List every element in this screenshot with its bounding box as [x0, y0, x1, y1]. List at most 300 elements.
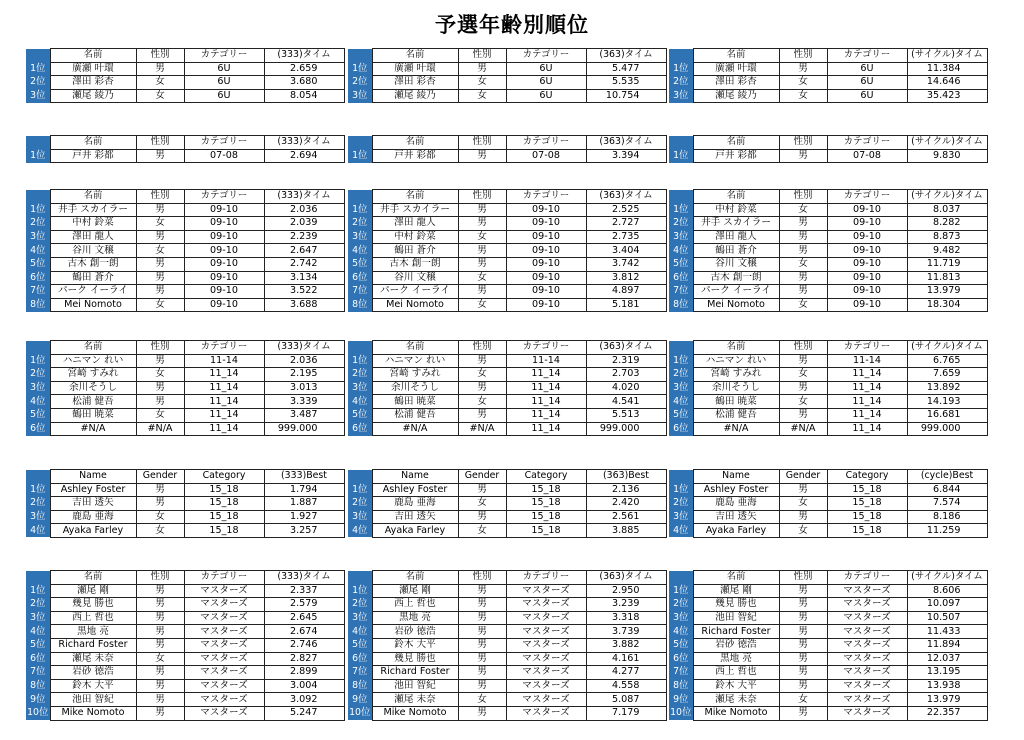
rank-cell: 2位	[26, 598, 50, 612]
column-header: Category	[827, 470, 907, 484]
column-header: カテゴリー	[827, 49, 907, 63]
rank-cell: 6位	[26, 422, 50, 436]
table-row	[669, 368, 987, 382]
gender-cell: 男	[458, 62, 506, 76]
time-cell: 3.739	[586, 625, 666, 639]
column-header: Gender	[458, 470, 506, 484]
rank-header-cell	[669, 190, 693, 204]
category-cell: 6U	[827, 76, 907, 90]
ranking-table-grid	[669, 469, 988, 538]
column-header: Name	[50, 470, 136, 484]
name-cell: 廣瀬 叶環	[693, 62, 779, 76]
rank-header-cell	[348, 49, 372, 63]
name-cell: 瀬尾 未奈	[693, 693, 779, 707]
rank-cell: 2位	[348, 368, 372, 382]
name-cell: 鈴木 大平	[50, 679, 136, 693]
rank-cell: 6位	[26, 652, 50, 666]
rank-cell: 9位	[669, 693, 693, 707]
gender-cell: 女	[458, 230, 506, 244]
table-row	[26, 285, 344, 299]
column-header: Category	[184, 470, 264, 484]
rank-header-cell	[669, 136, 693, 150]
rank-cell: 7位	[669, 285, 693, 299]
category-cell: 6U	[827, 62, 907, 76]
category-cell: 15_18	[506, 510, 586, 524]
ranking-table	[26, 48, 345, 103]
time-cell: 3.680	[264, 76, 344, 90]
category-cell: 11_14	[827, 422, 907, 436]
rank-cell: 1位	[669, 354, 693, 368]
table-header-row	[26, 49, 344, 63]
column-header: (363)タイム	[586, 49, 666, 63]
gender-cell: 男	[779, 584, 827, 598]
category-cell: 11_14	[184, 422, 264, 436]
category-cell: 09-10	[184, 230, 264, 244]
rank-header-cell	[669, 571, 693, 585]
table-row	[348, 149, 666, 163]
table-row	[348, 693, 666, 707]
category-cell: マスターズ	[184, 638, 264, 652]
ranking-table-grid	[348, 570, 667, 721]
time-cell: 4.020	[586, 381, 666, 395]
rank-cell: 4位	[348, 524, 372, 538]
time-cell: 3.522	[264, 285, 344, 299]
rank-cell: 7位	[348, 666, 372, 680]
name-cell: 岩砂 徳浩	[372, 625, 458, 639]
gender-cell: 男	[458, 381, 506, 395]
category-cell: 15_18	[184, 524, 264, 538]
table-row	[669, 76, 987, 90]
table-row	[26, 584, 344, 598]
rank-cell: 1位	[669, 584, 693, 598]
time-cell: 10.097	[907, 598, 987, 612]
gender-cell: 女	[136, 244, 184, 258]
column-header: 性別	[779, 571, 827, 585]
rank-cell: 4位	[669, 524, 693, 538]
column-header: 名前	[50, 49, 136, 63]
name-cell: Richard Foster	[50, 638, 136, 652]
rank-cell: 1位	[669, 203, 693, 217]
rank-cell: 2位	[26, 368, 50, 382]
rank-cell: 3位	[669, 230, 693, 244]
gender-cell: 男	[136, 354, 184, 368]
rank-cell: 3位	[348, 510, 372, 524]
time-cell: 13.979	[907, 285, 987, 299]
time-cell: 2.950	[586, 584, 666, 598]
rank-cell: 3位	[669, 381, 693, 395]
table-row	[669, 524, 987, 538]
time-cell: 11.384	[907, 62, 987, 76]
rank-cell: 5位	[348, 408, 372, 422]
table-header-row	[348, 470, 666, 484]
ranking-table	[669, 570, 988, 721]
name-cell: 谷川 文穣	[50, 244, 136, 258]
time-cell: 2.647	[264, 244, 344, 258]
time-cell: 14.193	[907, 395, 987, 409]
ranking-table	[669, 189, 988, 312]
name-cell: 古木 創一朗	[50, 257, 136, 271]
rank-header-cell	[669, 470, 693, 484]
column-header: (333)タイム	[264, 190, 344, 204]
gender-cell: 女	[779, 257, 827, 271]
gender-cell: 男	[136, 679, 184, 693]
time-cell: 3.882	[586, 638, 666, 652]
time-cell: 4.277	[586, 666, 666, 680]
table-row	[348, 422, 666, 436]
name-cell: 鶴田 蒼介	[50, 271, 136, 285]
time-cell: 999.000	[586, 422, 666, 436]
name-cell: 瀬尾 綾乃	[372, 89, 458, 103]
rank-cell: 4位	[26, 244, 50, 258]
name-cell: 岩砂 徳浩	[50, 666, 136, 680]
name-cell: 戸井 彩都	[693, 149, 779, 163]
time-cell: 3.742	[586, 257, 666, 271]
time-cell: 11.894	[907, 638, 987, 652]
time-cell: 14.646	[907, 76, 987, 90]
category-cell: 11_14	[827, 395, 907, 409]
rank-cell: 3位	[348, 89, 372, 103]
column-header: (サイクル)タイム	[907, 190, 987, 204]
table-row	[26, 611, 344, 625]
ranking-table-grid	[26, 135, 345, 163]
name-cell: 瀬尾 綾乃	[693, 89, 779, 103]
gender-cell: 女	[779, 203, 827, 217]
name-cell: 瀬尾 剛	[50, 584, 136, 598]
ranking-table-grid	[669, 135, 988, 163]
table-row	[348, 510, 666, 524]
name-cell: 瀬尾 剛	[372, 584, 458, 598]
rank-cell: 2位	[26, 497, 50, 511]
ranking-table-grid	[669, 48, 988, 103]
time-cell: 13.979	[907, 693, 987, 707]
rank-cell: 2位	[26, 76, 50, 90]
name-cell: 余川そうし	[50, 381, 136, 395]
time-cell: 16.681	[907, 408, 987, 422]
time-cell: 12.037	[907, 652, 987, 666]
rank-cell: 1位	[348, 203, 372, 217]
time-cell: 3.092	[264, 693, 344, 707]
category-cell: マスターズ	[827, 652, 907, 666]
gender-cell: 女	[458, 395, 506, 409]
table-row	[348, 625, 666, 639]
table-row	[26, 510, 344, 524]
name-cell: 井手 スカイラー	[50, 203, 136, 217]
rank-cell: 10位	[670, 707, 692, 719]
table-row	[669, 625, 987, 639]
column-header: 名前	[372, 49, 458, 63]
table-row	[669, 149, 987, 163]
time-cell: 8.186	[907, 510, 987, 524]
time-cell: 6.765	[907, 354, 987, 368]
table-row	[669, 598, 987, 612]
category-cell: 6U	[184, 89, 264, 103]
column-header: カテゴリー	[827, 190, 907, 204]
gender-cell: 女	[779, 368, 827, 382]
ranking-table	[26, 135, 345, 163]
gender-cell: 男	[136, 584, 184, 598]
rank-header-cell	[26, 190, 50, 204]
column-header: 性別	[458, 190, 506, 204]
column-header: (363)タイム	[586, 341, 666, 355]
name-cell: 瀬尾 剛	[693, 584, 779, 598]
time-cell: 2.703	[586, 368, 666, 382]
column-header: (サイクル)タイム	[907, 49, 987, 63]
ranking-table-grid	[669, 570, 988, 721]
rank-header-cell	[26, 341, 50, 355]
table-row	[348, 354, 666, 368]
table-row	[669, 244, 987, 258]
time-cell: 4.897	[586, 285, 666, 299]
table-row	[26, 149, 344, 163]
time-cell: 5.087	[586, 693, 666, 707]
column-header: 名前	[50, 341, 136, 355]
table-row	[26, 354, 344, 368]
category-cell: 6U	[184, 76, 264, 90]
column-header: カテゴリー	[506, 341, 586, 355]
table-row	[348, 408, 666, 422]
name-cell: Mike Nomoto	[50, 706, 136, 720]
rank-cell: 3位	[26, 611, 50, 625]
column-header: 性別	[136, 49, 184, 63]
name-cell: Ayaka Farley	[372, 524, 458, 538]
time-cell: 18.304	[907, 298, 987, 312]
column-header: カテゴリー	[827, 571, 907, 585]
category-cell: マスターズ	[827, 679, 907, 693]
gender-cell: 男	[458, 625, 506, 639]
time-cell: 4.558	[586, 679, 666, 693]
gender-cell: 女	[458, 497, 506, 511]
time-cell: 10.507	[907, 611, 987, 625]
column-header: カテゴリー	[506, 190, 586, 204]
table-header-row	[348, 190, 666, 204]
table-row	[26, 217, 344, 231]
category-cell: 09-10	[827, 244, 907, 258]
time-cell: 9.830	[907, 149, 987, 163]
table-header-row	[669, 341, 987, 355]
ranking-table-grid	[348, 340, 667, 436]
category-cell: 15_18	[506, 524, 586, 538]
table-row	[26, 638, 344, 652]
time-cell: 7.659	[907, 368, 987, 382]
column-header: 性別	[136, 136, 184, 150]
name-cell: 幾見 勝也	[50, 598, 136, 612]
table-row	[348, 598, 666, 612]
category-cell: マスターズ	[827, 611, 907, 625]
table-row	[669, 652, 987, 666]
name-cell: 谷川 文穣	[693, 257, 779, 271]
rank-cell: 10位	[27, 707, 49, 719]
name-cell: Mei Nomoto	[693, 298, 779, 312]
name-cell: 吉田 透矢	[50, 497, 136, 511]
table-row	[669, 62, 987, 76]
category-cell: 09-10	[184, 244, 264, 258]
table-row	[669, 422, 987, 436]
column-header: カテゴリー	[184, 341, 264, 355]
name-cell: 鶴田 蒼介	[693, 244, 779, 258]
name-cell: 井手 スカイラー	[372, 203, 458, 217]
time-cell: 8.606	[907, 584, 987, 598]
name-cell: 鶴田 暁菜	[372, 395, 458, 409]
column-header: 名前	[693, 341, 779, 355]
gender-cell: 男	[136, 257, 184, 271]
table-row	[26, 524, 344, 538]
column-header: カテゴリー	[827, 341, 907, 355]
name-cell: 澤田 龍人	[372, 217, 458, 231]
gender-cell: 男	[779, 354, 827, 368]
name-cell: 古木 創一朗	[372, 257, 458, 271]
time-cell: 3.487	[264, 408, 344, 422]
rank-cell: 6位	[669, 271, 693, 285]
category-cell: マスターズ	[827, 598, 907, 612]
category-cell: 09-10	[506, 271, 586, 285]
gender-cell: 男	[136, 625, 184, 639]
gender-cell: 女	[779, 76, 827, 90]
category-cell: 15_18	[827, 524, 907, 538]
rank-cell: 5位	[348, 257, 372, 271]
column-header: (363)タイム	[586, 136, 666, 150]
gender-cell: 女	[458, 89, 506, 103]
rank-cell: 8位	[669, 679, 693, 693]
time-cell: 3.394	[586, 149, 666, 163]
time-cell: 3.257	[264, 524, 344, 538]
rank-cell: 4位	[669, 244, 693, 258]
ranking-table	[669, 469, 988, 538]
table-header-row	[669, 136, 987, 150]
gender-cell: 男	[136, 666, 184, 680]
column-header: カテゴリー	[184, 136, 264, 150]
time-cell: 11.433	[907, 625, 987, 639]
table-row	[669, 497, 987, 511]
category-cell: マスターズ	[827, 706, 907, 720]
column-header: 性別	[136, 571, 184, 585]
category-cell: 6U	[506, 76, 586, 90]
name-cell: Ayaka Farley	[693, 524, 779, 538]
rank-cell: 3位	[26, 381, 50, 395]
column-header: 名前	[693, 571, 779, 585]
table-row	[348, 611, 666, 625]
category-cell: マスターズ	[506, 611, 586, 625]
category-cell: 11_14	[506, 381, 586, 395]
rank-cell: 1位	[348, 354, 372, 368]
category-cell: マスターズ	[506, 584, 586, 598]
category-cell: 07-08	[827, 149, 907, 163]
time-cell: 13.195	[907, 666, 987, 680]
category-cell: マスターズ	[506, 652, 586, 666]
gender-cell: 男	[458, 652, 506, 666]
name-cell: 西上 哲也	[693, 666, 779, 680]
column-header: カテゴリー	[506, 571, 586, 585]
table-row	[669, 408, 987, 422]
table-row	[348, 679, 666, 693]
column-header: Name	[693, 470, 779, 484]
category-cell: マスターズ	[506, 706, 586, 720]
category-cell: マスターズ	[827, 584, 907, 598]
gender-cell: 男	[136, 638, 184, 652]
rank-cell: 5位	[348, 638, 372, 652]
column-header: (サイクル)タイム	[907, 341, 987, 355]
gender-cell: 女	[779, 395, 827, 409]
category-cell: マスターズ	[184, 679, 264, 693]
column-header: 性別	[458, 341, 506, 355]
name-cell: 澤田 龍人	[50, 230, 136, 244]
table-row	[348, 395, 666, 409]
category-cell: 09-10	[184, 285, 264, 299]
name-cell: 戸井 彩都	[50, 149, 136, 163]
gender-cell: 男	[458, 584, 506, 598]
table-header-row	[669, 49, 987, 63]
time-cell: 2.674	[264, 625, 344, 639]
table-header-row	[348, 136, 666, 150]
name-cell: 瀬尾 未奈	[50, 652, 136, 666]
gender-cell: 女	[779, 497, 827, 511]
rank-cell: 3位	[669, 89, 693, 103]
gender-cell: 男	[458, 203, 506, 217]
column-header: 名前	[372, 571, 458, 585]
rank-cell: 4位	[26, 625, 50, 639]
table-row	[348, 638, 666, 652]
category-cell: 15_18	[827, 483, 907, 497]
table-row	[26, 625, 344, 639]
category-cell: 09-10	[827, 203, 907, 217]
name-cell: 鹿島 亜海	[50, 510, 136, 524]
time-cell: 3.013	[264, 381, 344, 395]
column-header: Gender	[779, 470, 827, 484]
table-row	[26, 652, 344, 666]
gender-cell: 女	[136, 408, 184, 422]
table-row	[669, 638, 987, 652]
name-cell: Ashley Foster	[372, 483, 458, 497]
column-header: 名前	[50, 136, 136, 150]
name-cell: 古木 創一朗	[693, 271, 779, 285]
table-row	[26, 89, 344, 103]
name-cell: 澤田 彩杏	[693, 76, 779, 90]
gender-cell: 女	[136, 89, 184, 103]
time-cell: 2.561	[586, 510, 666, 524]
name-cell: 瀬尾 綾乃	[50, 89, 136, 103]
table-row	[669, 285, 987, 299]
ranking-table	[348, 135, 667, 163]
table-row	[26, 693, 344, 707]
category-cell: 09-10	[506, 217, 586, 231]
rank-cell: 2位	[26, 217, 50, 231]
column-header: 名前	[372, 341, 458, 355]
gender-cell: 男	[136, 483, 184, 497]
gender-cell: 男	[458, 510, 506, 524]
gender-cell: 男	[458, 483, 506, 497]
table-row	[26, 257, 344, 271]
category-cell: 09-10	[184, 257, 264, 271]
name-cell: Richard Foster	[693, 625, 779, 639]
rank-cell: 1位	[669, 62, 693, 76]
column-header: (333)タイム	[264, 136, 344, 150]
column-header: カテゴリー	[184, 49, 264, 63]
column-header: カテゴリー	[184, 190, 264, 204]
gender-cell: 男	[779, 149, 827, 163]
rank-cell: 2位	[348, 217, 372, 231]
gender-cell: 男	[458, 354, 506, 368]
table-row	[669, 706, 987, 720]
ranking-table	[669, 340, 988, 436]
category-cell: 15_18	[184, 510, 264, 524]
table-header-row	[348, 49, 666, 63]
category-cell: 09-10	[827, 217, 907, 231]
column-header: 性別	[779, 49, 827, 63]
gender-cell: 男	[779, 217, 827, 231]
rank-cell: 8位	[669, 298, 693, 312]
gender-cell: 男	[136, 381, 184, 395]
name-cell: 廣瀬 叶環	[50, 62, 136, 76]
time-cell: 2.659	[264, 62, 344, 76]
